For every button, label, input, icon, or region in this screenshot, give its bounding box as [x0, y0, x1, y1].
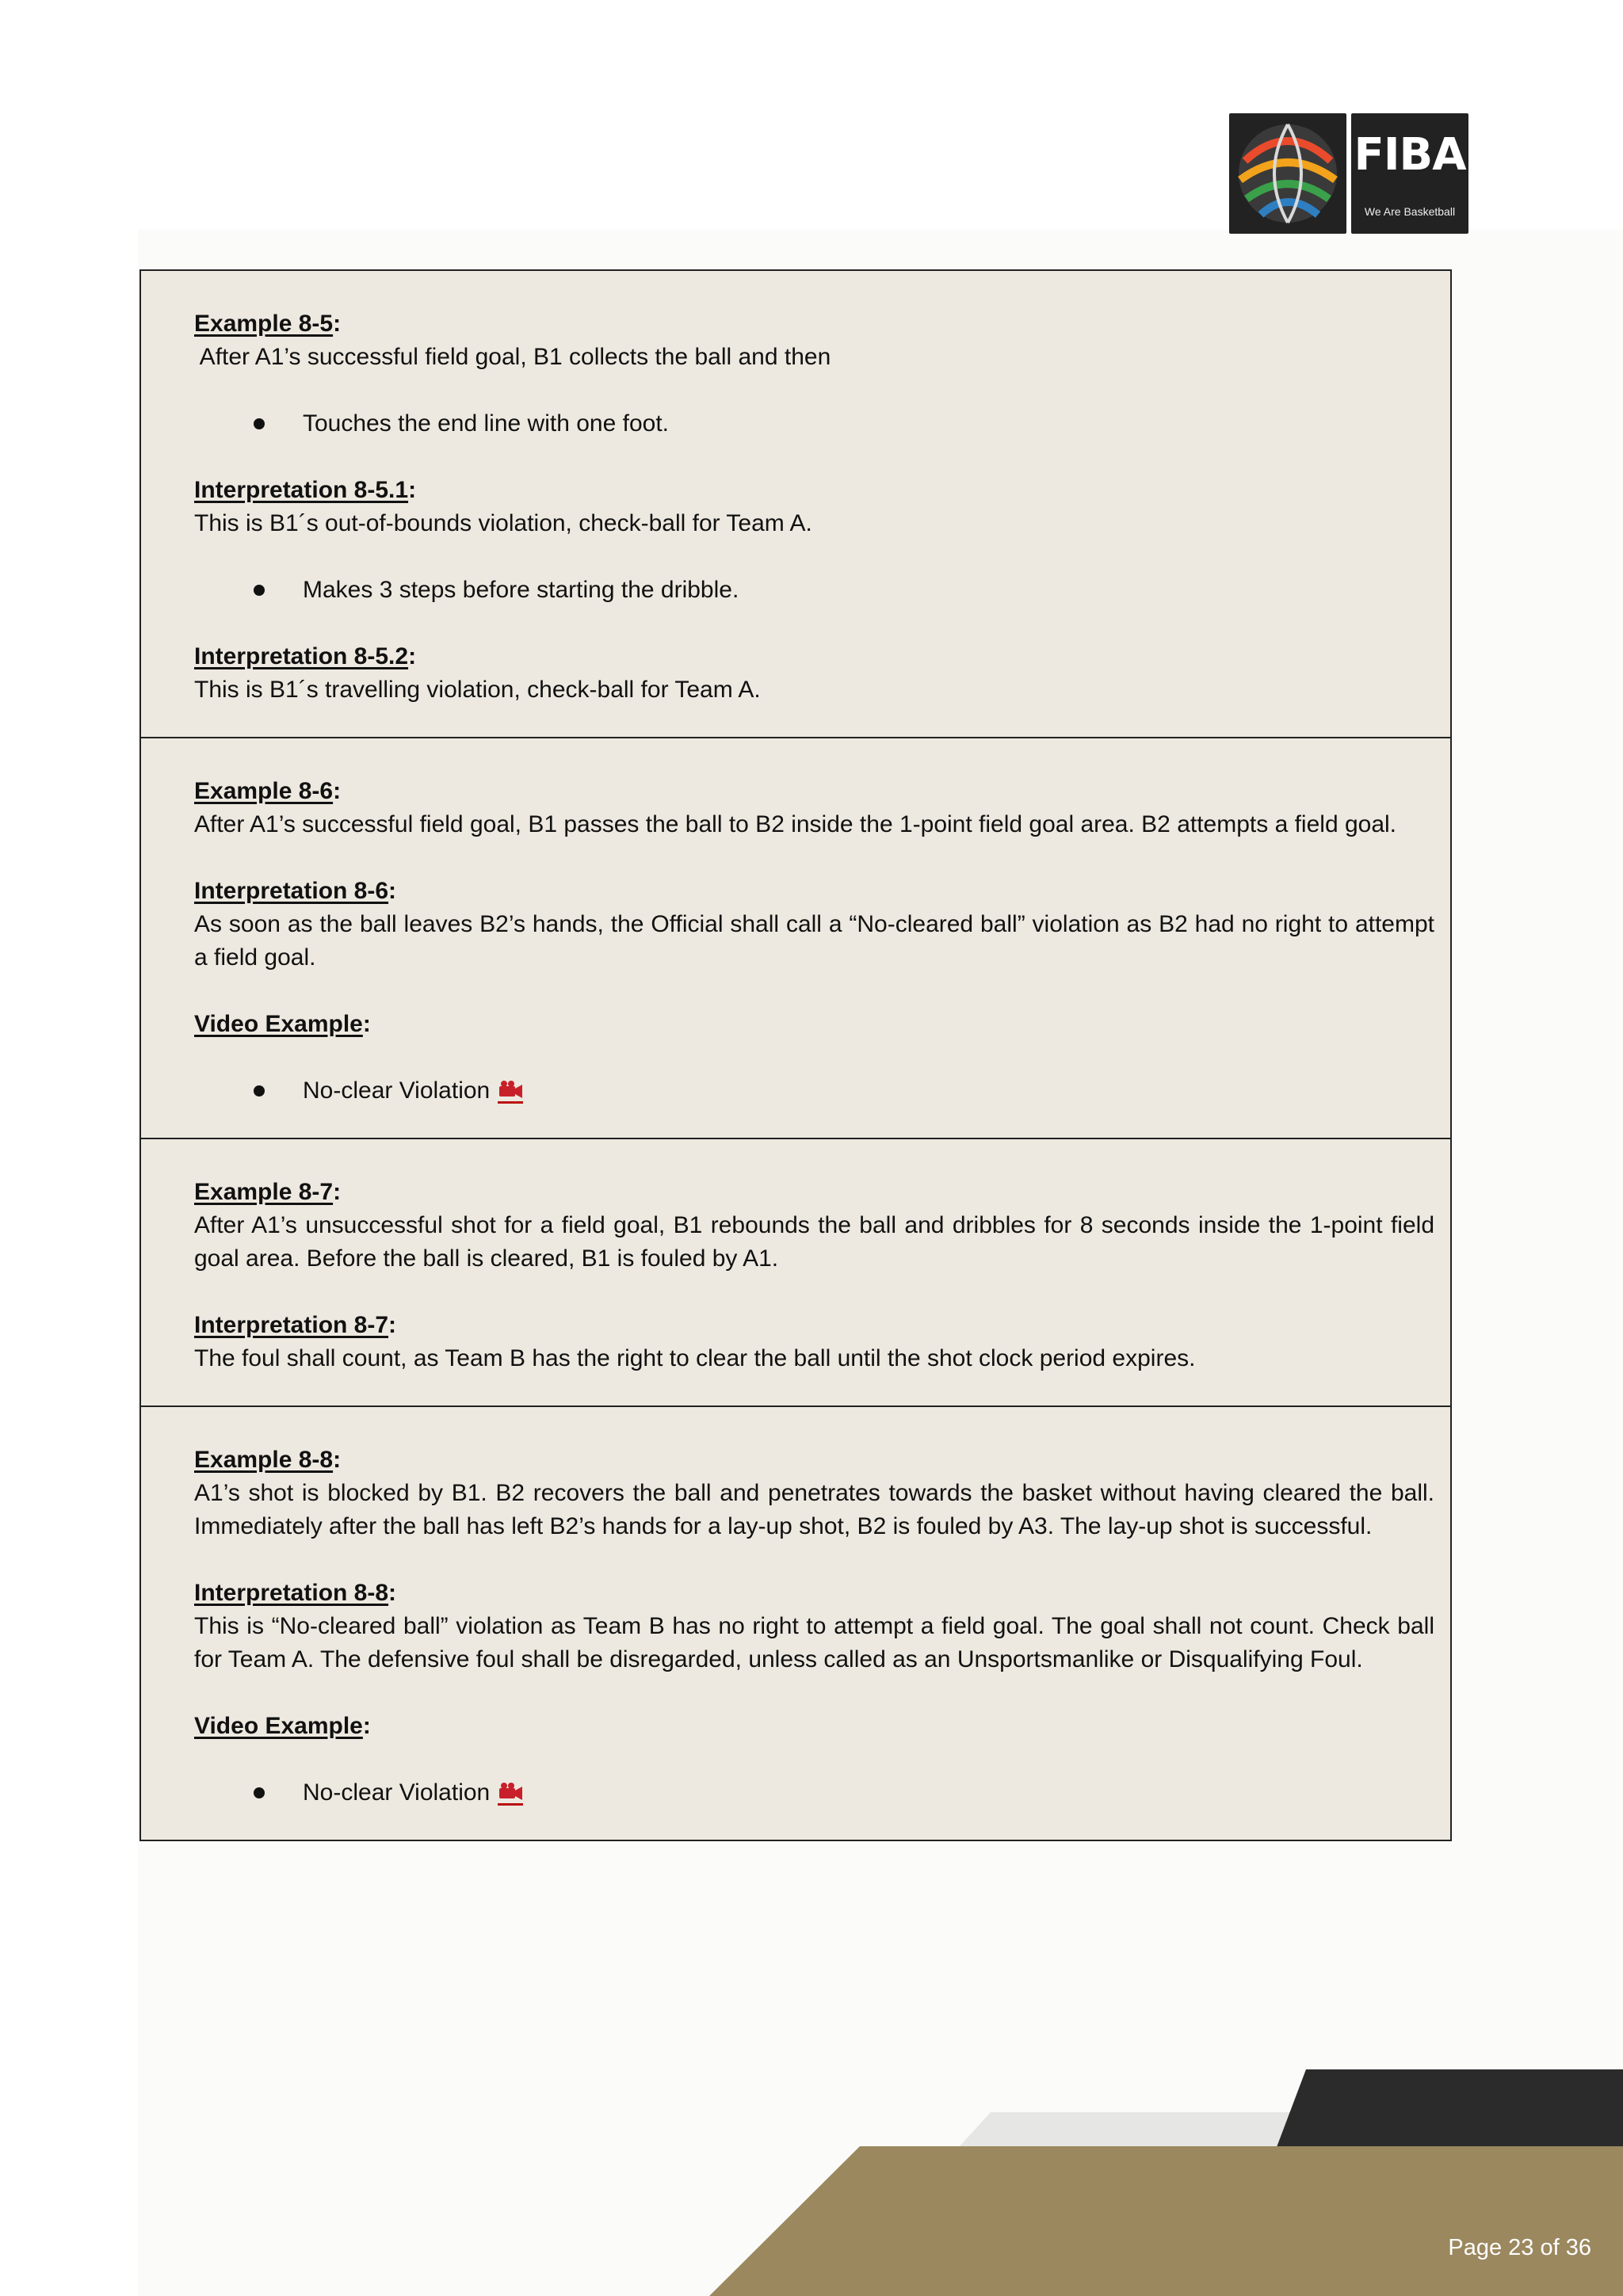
fiba-wordmark	[1351, 113, 1468, 234]
example-section-8-8	[141, 1405, 1450, 1840]
video-link-label[interactable]: No-clear Violation	[303, 1779, 491, 1806]
interpretation-text: As soon as the ball leaves B2’s hands, the Official shall call a “No-cleared ball” violation as B2 had no right to attempt a field goal.	[194, 911, 1434, 971]
bullet-icon	[254, 585, 265, 596]
example-text: After A1’s successful field goal, B1 collects the ball and then	[194, 344, 831, 370]
bullet-icon	[254, 1787, 265, 1798]
example-heading: Example 8-6:	[194, 778, 342, 804]
video-link-label[interactable]: No-clear Violation	[303, 1077, 491, 1104]
interpretation-text: The foul shall count, as Team B has the right to clear the ball until the shot clock period expires.	[194, 1345, 1196, 1371]
example-text: A1’s shot is blocked by B1. B2 recovers the ball and penetrates towards the basket without having cleared the ball. Immediately after the ball has left B2’s hands for a lay-up shot, B2 is fouled by A3. The lay-up shot is successful.	[194, 1480, 1434, 1539]
fiba-brand-text: FIBA	[1354, 129, 1466, 181]
video-example-heading: Video Example:	[194, 1011, 371, 1037]
interpretation-heading: Interpretation 8-7:	[194, 1312, 397, 1338]
fiba-tagline: We Are Basketball	[1364, 205, 1456, 218]
list-item: Makes 3 steps before starting the dribble.	[194, 574, 1434, 607]
interpretation-text: This is B1´s travelling violation, check-ball for Team A.	[194, 677, 761, 703]
list-item: Touches the end line with one foot.	[194, 407, 1434, 441]
video-link-item[interactable]	[194, 1074, 1434, 1108]
footer-gold-band	[709, 2146, 1623, 2296]
fiba-logo	[1229, 113, 1468, 234]
example-heading: Example 8-5:	[194, 311, 342, 337]
interpretation-heading: Interpretation 8-5.2:	[194, 643, 417, 669]
example-section-8-6	[141, 737, 1450, 1138]
example-heading: Example 8-7:	[194, 1179, 342, 1205]
interpretation-text: This is “No-cleared ball” violation as Team B has no right to attempt a field goal. The goal shall not count. Check ball for Team A. The defensive foul shall be disregarded, unless called as an Unsportsmanlike or Disqualifying Foul.	[194, 1613, 1434, 1672]
example-text: After A1’s successful field goal, B1 passes the ball to B2 inside the 1-point field goal area. B2 attempts a field goal.	[194, 811, 1397, 837]
interpretation-heading: Interpretation 8-6:	[194, 878, 397, 904]
video-camera-icon[interactable]	[498, 1781, 523, 1806]
video-link-item[interactable]	[194, 1776, 1434, 1810]
example-text: After A1’s unsuccessful shot for a field goal, B1 rebounds the ball and dribbles for 8 seconds inside the 1-point field goal area. Before the ball is cleared, B1 is fouled by A1.	[194, 1212, 1434, 1272]
video-example-heading: Video Example:	[194, 1713, 371, 1739]
bullet-icon	[254, 418, 265, 429]
example-section-8-7	[141, 1138, 1450, 1405]
bullet-icon	[254, 1085, 265, 1097]
example-heading: Example 8-8:	[194, 1447, 342, 1473]
example-section-8-5	[141, 271, 1450, 737]
interpretation-heading: Interpretation 8-8:	[194, 1580, 397, 1606]
video-camera-icon[interactable]	[498, 1079, 523, 1104]
basketball-logo-icon	[1229, 113, 1346, 234]
interpretation-text: This is B1´s out-of-bounds violation, check-ball for Team A.	[194, 510, 812, 536]
interpretation-heading: Interpretation 8-5.1:	[194, 477, 417, 503]
examples-table	[139, 269, 1452, 1841]
footer-decoration	[0, 2044, 1623, 2296]
page-number: Page 23 of 36	[1448, 2235, 1591, 2260]
